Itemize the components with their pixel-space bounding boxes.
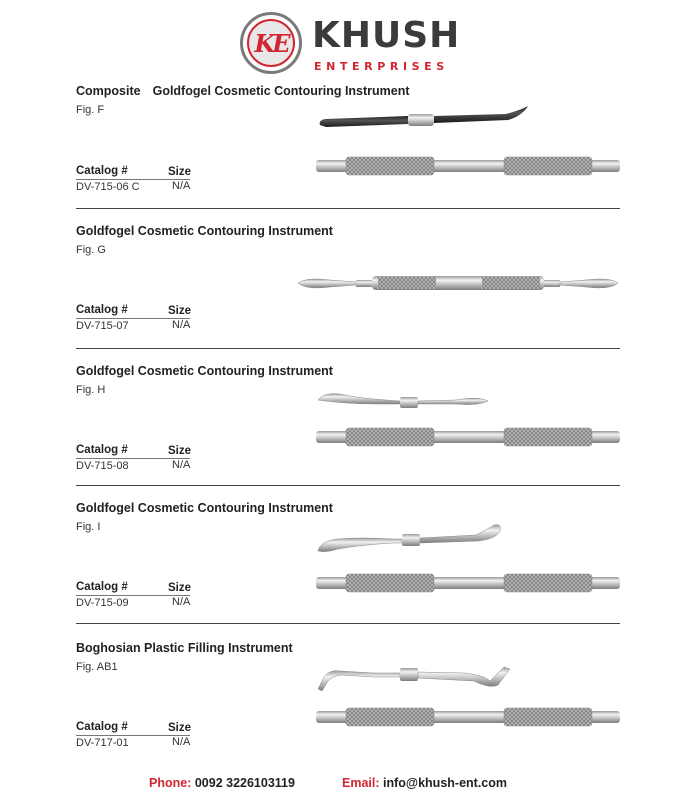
instrument-image-handle: [316, 154, 620, 178]
catalog-number: DV-715-07: [76, 320, 129, 332]
product-title: Goldfogel Cosmetic Contouring Instrument: [76, 501, 333, 515]
logo-emblem: [240, 12, 302, 74]
instrument-image-handle: [316, 705, 620, 729]
figure-label: Fig. F: [76, 104, 105, 116]
instrument-image-handle: [316, 571, 620, 595]
instrument-image-tip: [316, 388, 492, 410]
section-divider: [76, 623, 620, 624]
instrument-image-tip: [316, 104, 536, 134]
size-header: Size: [168, 305, 192, 317]
size-header: Size: [168, 445, 192, 457]
footer-email: [342, 776, 507, 790]
catalog-header: Catalog #: [76, 165, 128, 177]
instrument-image-tip: [314, 657, 518, 699]
size-value: N/A: [172, 180, 191, 192]
size-value: N/A: [172, 736, 191, 748]
figure-label: Fig. I: [76, 521, 101, 533]
email-address[interactable]: info@khush-ent.com: [383, 776, 507, 790]
phone-label: Phone:: [149, 776, 192, 790]
product-title: [76, 84, 410, 98]
logo-emblem-inner: [247, 19, 295, 67]
phone-number[interactable]: 0092 3226103119: [194, 776, 295, 790]
product-title-prefix: Composite: [76, 84, 141, 98]
logo-mark: KE: [254, 28, 288, 58]
brand-subtitle: ENTERPRISES: [314, 60, 449, 73]
size-header: Size: [168, 166, 192, 178]
instrument-image-tip: [316, 519, 504, 557]
catalog-header: Catalog #: [76, 721, 128, 733]
catalog-number: DV-715-08: [76, 460, 129, 472]
product-title: Boghosian Plastic Filling Instrument: [76, 641, 293, 655]
catalog-header: Catalog #: [76, 304, 128, 316]
size-header: Size: [168, 582, 192, 594]
brand-logo: [240, 12, 460, 78]
product-title-text: Goldfogel Cosmetic Contouring Instrument: [152, 84, 410, 98]
catalog-header: Catalog #: [76, 581, 128, 593]
figure-label: Fig. G: [76, 244, 106, 256]
size-value: N/A: [172, 459, 191, 471]
size-value: N/A: [172, 596, 191, 608]
footer-phone: [149, 776, 295, 790]
figure-label: Fig. H: [76, 384, 106, 396]
product-title: Goldfogel Cosmetic Contouring Instrument: [76, 364, 333, 378]
size-header: Size: [168, 722, 192, 734]
section-divider: [76, 485, 620, 486]
brand-name: KHUSH: [312, 15, 461, 56]
instrument-image-handle: [316, 425, 620, 449]
catalog-header: Catalog #: [76, 444, 128, 456]
size-value: N/A: [172, 319, 191, 331]
catalog-number: DV-715-06 C: [76, 181, 140, 193]
product-title: Goldfogel Cosmetic Contouring Instrument: [76, 224, 333, 238]
email-label: Email:: [342, 776, 380, 790]
instrument-image: [296, 272, 620, 294]
catalog-number: DV-717-01: [76, 737, 129, 749]
section-divider: [76, 348, 620, 349]
figure-label: Fig. AB1: [76, 661, 118, 673]
section-divider: [76, 208, 620, 209]
catalog-number: DV-715-09: [76, 597, 129, 609]
